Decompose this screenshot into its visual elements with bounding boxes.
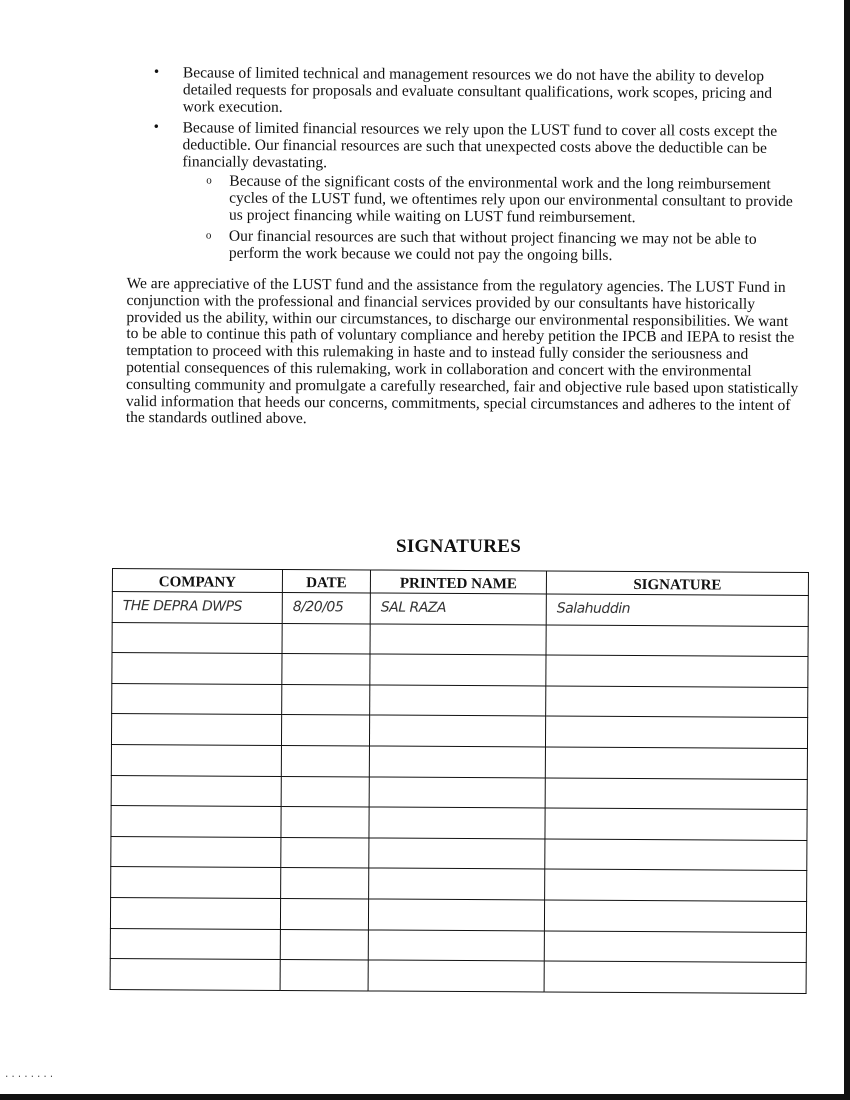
- cell-printed-name[interactable]: [369, 746, 545, 778]
- body-content: [126, 64, 803, 431]
- cell-company[interactable]: [112, 683, 282, 715]
- cell-company[interactable]: [111, 867, 281, 899]
- table-row: [110, 959, 806, 994]
- cell-signature[interactable]: [544, 961, 806, 993]
- sub-bullet-list: [182, 172, 803, 265]
- bullet-list: [127, 64, 803, 265]
- cell-printed-name[interactable]: [370, 593, 546, 625]
- column-header-printed-name: PRINTED NAME: [370, 570, 546, 594]
- cell-printed-name[interactable]: [368, 899, 544, 931]
- table-row: [112, 592, 808, 627]
- cell-date[interactable]: [282, 623, 370, 654]
- cell-company[interactable]: [111, 775, 281, 807]
- cell-printed-name[interactable]: [369, 868, 545, 900]
- cell-date[interactable]: [280, 929, 368, 960]
- column-header-date: DATE: [282, 569, 370, 593]
- cell-date[interactable]: [282, 592, 370, 623]
- cell-date[interactable]: [281, 715, 369, 746]
- cell-signature[interactable]: [544, 900, 806, 932]
- table-row: [111, 775, 807, 810]
- sub-bullet-item: [182, 172, 802, 227]
- cell-date[interactable]: [281, 745, 369, 776]
- cell-signature[interactable]: [546, 686, 808, 718]
- cell-signature[interactable]: [545, 716, 807, 748]
- cell-printed-name[interactable]: [369, 838, 545, 870]
- table-row: [112, 622, 808, 657]
- table-row: [110, 897, 806, 932]
- cell-company[interactable]: [111, 836, 281, 868]
- cell-signature[interactable]: [546, 625, 808, 657]
- bullet-item: [128, 64, 803, 119]
- table-row: [112, 683, 808, 718]
- column-header-company: COMPANY: [112, 569, 282, 593]
- cell-signature-value: Salahuddin: [556, 600, 631, 618]
- cell-date[interactable]: [281, 776, 369, 807]
- cell-date[interactable]: [281, 868, 369, 899]
- table-row: [111, 714, 807, 749]
- cell-signature[interactable]: [545, 808, 807, 840]
- cell-date-value: 8/20/05: [292, 599, 344, 616]
- cell-signature[interactable]: [545, 747, 807, 779]
- scan-edge-right: [844, 0, 850, 1100]
- sub-bullet-item: [182, 227, 802, 265]
- cell-company-value: THE DEPRA DWPS: [122, 598, 242, 616]
- petition-paragraph: We are appreciative of the LUST fund and the assistance from the regulatory agencies. The LUST Fund in conjunction with the professional and financial services provided by our consultants have historically provided us the ability, within our circumstances, to discharge our environmental responsibilities. We want to be able to continue this path of voluntary compliance and hereby petition the IPCB and IEPA to resist the temptation to proceed with this rulemaking in haste and to instead fully consider the seriousness and potential consequences of this rulemaking, work in collaboration and concert with the environmental consulting community and promulgate a carefully researched, fair and objective rule based upon statistically valid information that heeds our concerns, commitments, special circumstances and adheres to the intent of the standards outlined above.: [125, 274, 799, 428]
- cell-signature[interactable]: [546, 655, 808, 687]
- sub-bullet-text: Because of the significant costs of the environmental work and the long reimbursement cycles of the LUST fund, we oftentimes rely upon our environmental consultant to provide us project financing while waiting on LUST fund reimbursement.: [229, 172, 793, 227]
- cell-signature[interactable]: [544, 931, 806, 963]
- cell-printed-name[interactable]: [369, 807, 545, 839]
- signatures-table-body: [110, 592, 808, 994]
- cell-signature[interactable]: [545, 778, 807, 810]
- cell-printed-name[interactable]: [370, 624, 546, 656]
- sub-bullet-text: Our financial resources are such that without project financing we may not be able to perform the work because we could not pay the ongoing bills.: [228, 227, 757, 264]
- cell-signature[interactable]: [546, 594, 808, 626]
- cell-date[interactable]: [280, 898, 368, 929]
- table-row: [111, 836, 807, 871]
- bullet-marker: •: [153, 64, 160, 81]
- table-row: [111, 806, 807, 841]
- signatures-table: [110, 568, 809, 994]
- table-row: [110, 928, 806, 963]
- cell-date[interactable]: [281, 837, 369, 868]
- cell-date[interactable]: [281, 807, 369, 838]
- cell-company[interactable]: [111, 744, 281, 776]
- table-row: [111, 867, 807, 902]
- cell-company[interactable]: [110, 928, 280, 960]
- cell-printed-name[interactable]: [369, 777, 545, 809]
- cell-company[interactable]: [111, 714, 281, 746]
- sub-bullet-marker: o: [205, 229, 212, 242]
- cell-company[interactable]: [112, 622, 282, 654]
- cell-date[interactable]: [282, 654, 370, 685]
- cell-signature[interactable]: [545, 869, 807, 901]
- cell-date[interactable]: [280, 960, 368, 991]
- cell-date[interactable]: [282, 684, 370, 715]
- table-header-row: [112, 569, 808, 596]
- cell-printed-name[interactable]: [370, 654, 546, 686]
- column-header-signature: SIGNATURE: [546, 571, 808, 596]
- cell-printed-name[interactable]: [368, 960, 544, 992]
- cell-signature[interactable]: [545, 839, 807, 871]
- scan-edge-bottom: [0, 1094, 850, 1100]
- bullet-marker: •: [153, 119, 159, 136]
- bullet-text: Because of limited financial resources we rely upon the LUST fund to cover all costs except the deductible. Our financial resources are such that unexpected costs above the deductible can be financially devastating.: [182, 119, 778, 172]
- cell-company[interactable]: [112, 592, 282, 624]
- bullet-item: [127, 119, 803, 265]
- table-row: [111, 744, 807, 779]
- bullet-text: Because of limited technical and management resources we do not have the ability to develop detailed requests for proposals and evaluate consultant qualifications, work scopes, pricing and work execution.: [182, 64, 773, 116]
- scan-speck: ........: [4, 1070, 56, 1080]
- signatures-heading: SIGNATURES: [396, 536, 522, 557]
- cell-printed-name[interactable]: [368, 930, 544, 962]
- cell-printed-name-value: SAL RAZA: [380, 599, 447, 617]
- cell-company[interactable]: [110, 897, 280, 929]
- table-row: [112, 653, 808, 688]
- cell-company[interactable]: [111, 806, 281, 838]
- cell-printed-name[interactable]: [370, 685, 546, 717]
- sub-bullet-marker: o: [206, 174, 212, 187]
- cell-company[interactable]: [112, 653, 282, 685]
- cell-printed-name[interactable]: [369, 715, 545, 747]
- cell-company[interactable]: [110, 959, 280, 991]
